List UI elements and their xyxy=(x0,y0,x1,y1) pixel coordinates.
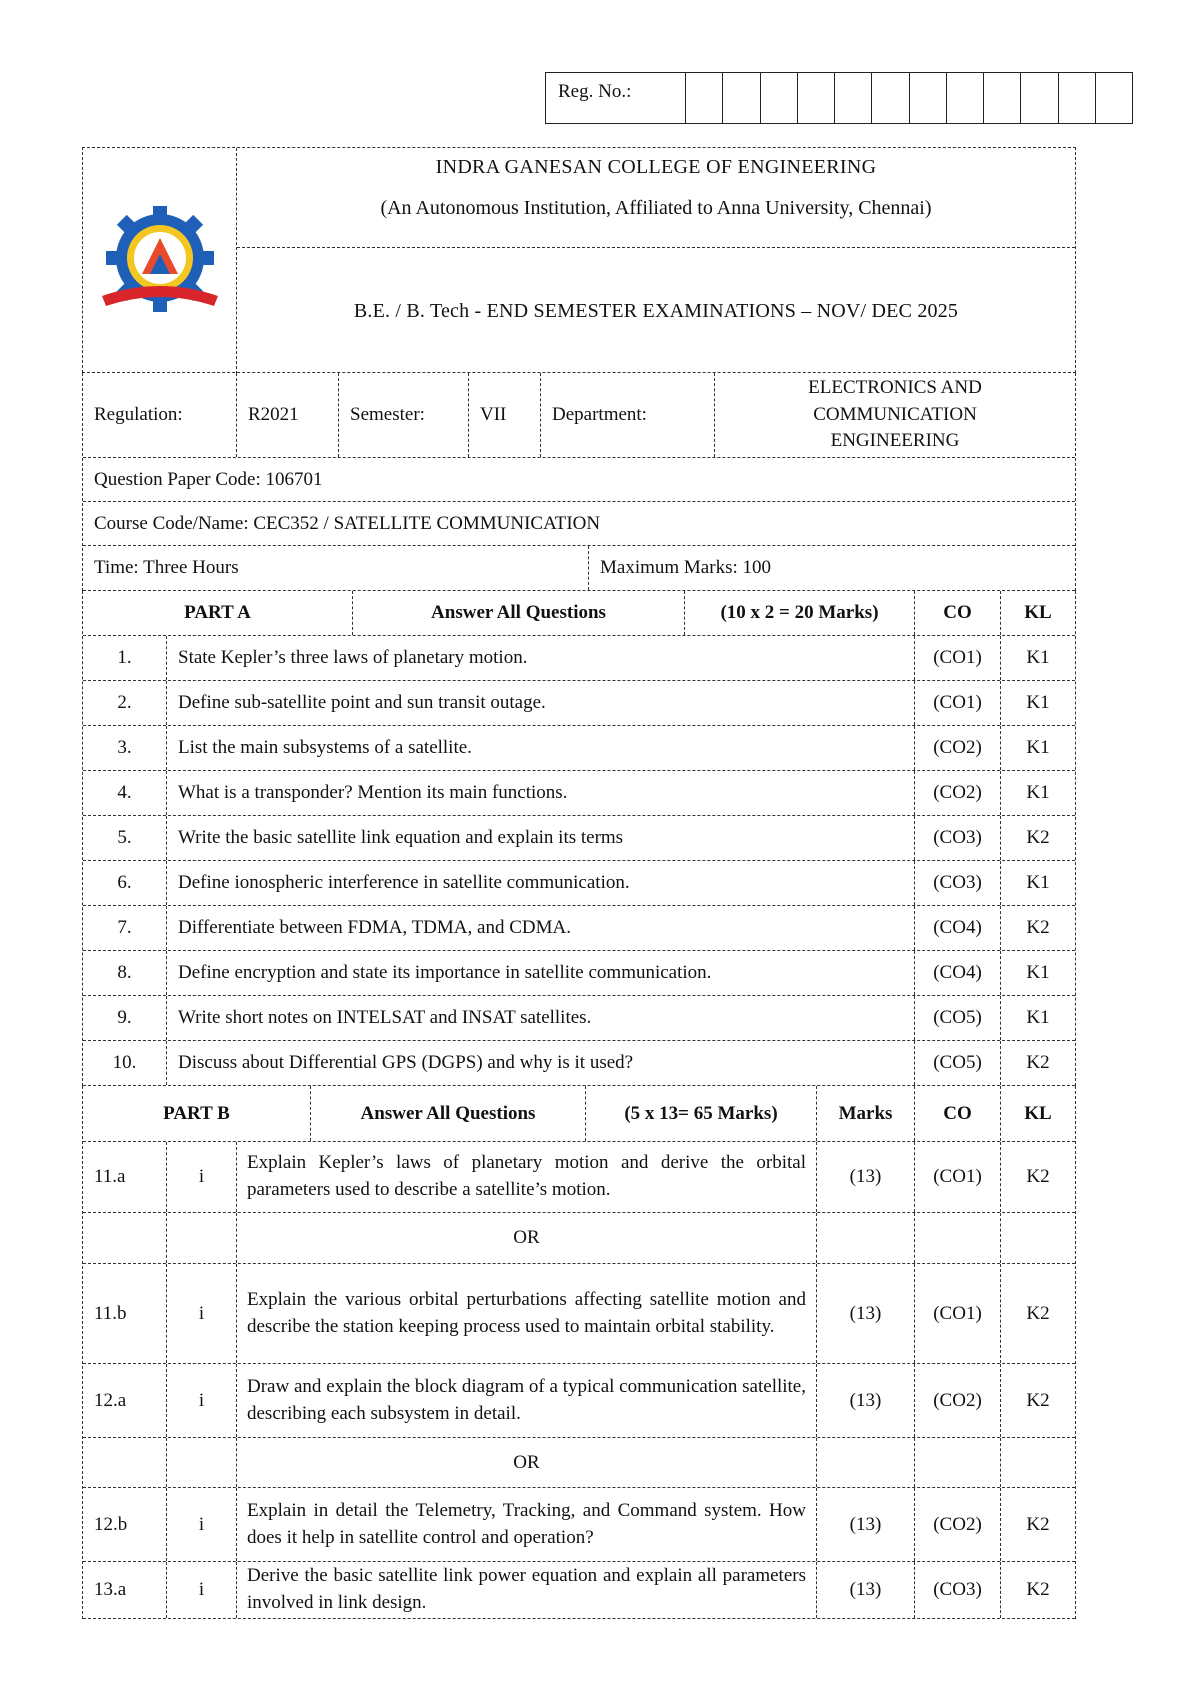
kl-header: KL xyxy=(1024,1102,1052,1124)
part-a-question-row xyxy=(83,996,1075,1041)
knowledge-level: K1 xyxy=(1026,782,1050,803)
question-text: Discuss about Differential GPS (DGPS) and why is it used? xyxy=(167,1041,915,1085)
reg-no-digit-box[interactable] xyxy=(947,73,984,123)
knowledge-level: K1 xyxy=(1026,692,1050,713)
part-b-marks: (5 x 13= 65 Marks) xyxy=(586,1086,817,1141)
question-text-cell xyxy=(237,1364,817,1437)
empty-cell xyxy=(167,1438,237,1487)
or-separator: OR xyxy=(237,1438,817,1487)
department-line: ELECTRONICS AND xyxy=(808,377,982,399)
or-separator: OR xyxy=(237,1213,817,1263)
course-outcome: (CO2) xyxy=(915,1488,1001,1561)
course-outcome: (CO2) xyxy=(915,1364,1001,1437)
question-text: Explain the various orbital perturbations affecting satellite motion and describe the station keeping process used to maintain orbital stability. xyxy=(247,1288,806,1337)
course-outcome: (CO3) xyxy=(915,861,1001,905)
question-number: 12.a xyxy=(83,1364,167,1437)
marks-header: Marks xyxy=(817,1086,915,1141)
question-text: Explain Kepler’s laws of planetary motion and derive the orbital parameters used to describe a satellite’s motion. xyxy=(247,1152,806,1200)
question-marks: (13) xyxy=(817,1142,915,1212)
question-paper-code: Question Paper Code: 106701 xyxy=(94,468,323,490)
part-b-question-row xyxy=(83,1364,1075,1438)
part-a-question-row xyxy=(83,816,1075,861)
semester-value: VII xyxy=(469,373,541,457)
reg-no-digit-box[interactable] xyxy=(1059,73,1096,123)
question-text: Derive the basic satellite link power equation and explain all parameters involved in link design. xyxy=(247,1565,806,1613)
question-number: 5. xyxy=(83,816,167,860)
reg-no-digit-box[interactable] xyxy=(872,73,909,123)
course-outcome: (CO4) xyxy=(915,951,1001,995)
or-row xyxy=(83,1438,1075,1488)
question-text: State Kepler’s three laws of planetary motion. xyxy=(167,636,915,680)
part-b-header xyxy=(83,1086,1075,1142)
part-b-question-row xyxy=(83,1562,1075,1619)
department-label: Department: xyxy=(541,373,715,457)
knowledge-level: K2 xyxy=(1026,827,1050,848)
exam-title: B.E. / B. Tech - END SEMESTER EXAMINATIONS – NOV/ DEC 2025 xyxy=(353,299,959,322)
sub-question: i xyxy=(167,1562,237,1618)
question-text: Define sub-satellite point and sun transit outage. xyxy=(167,681,915,725)
question-text-cell xyxy=(237,1264,817,1363)
sub-question: i xyxy=(167,1264,237,1363)
sub-question: i xyxy=(167,1364,237,1437)
college-logo xyxy=(83,148,237,374)
co-header: CO xyxy=(915,1086,1001,1141)
knowledge-level: K1 xyxy=(1026,872,1050,893)
part-b-question-row xyxy=(83,1264,1075,1364)
part-a-question-row xyxy=(83,726,1075,771)
question-text: Write short notes on INTELSAT and INSAT satellites. xyxy=(167,996,915,1040)
part-a-question-row xyxy=(83,771,1075,816)
empty-cell xyxy=(167,1213,237,1263)
question-number: 3. xyxy=(83,726,167,770)
empty-cell xyxy=(83,1213,167,1263)
course-code-name: Course Code/Name: CEC352 / SATELLITE COMMUNICATION xyxy=(94,512,601,534)
knowledge-level: K2 xyxy=(1026,1579,1050,1600)
question-number: 10. xyxy=(83,1041,167,1085)
course-row xyxy=(83,502,1075,546)
question-text: Define ionospheric interference in satellite communication. xyxy=(167,861,915,905)
regulation-value: R2021 xyxy=(237,373,339,457)
college-subtitle: (An Autonomous Institution, Affiliated to Anna University, Chennai) xyxy=(380,197,932,219)
qp-code-row xyxy=(83,458,1075,502)
course-outcome: (CO4) xyxy=(915,906,1001,950)
question-text: Explain in detail the Telemetry, Tracking, and Command system. How does it help in satellite control and operation? xyxy=(247,1499,806,1548)
question-text: What is a transponder? Mention its main functions. xyxy=(167,771,915,815)
knowledge-level: K2 xyxy=(1026,1389,1050,1411)
question-marks: (13) xyxy=(817,1364,915,1437)
empty-cell xyxy=(915,1213,1001,1263)
part-a-instruction: Answer All Questions xyxy=(353,591,685,635)
part-a-question-row xyxy=(83,1041,1075,1086)
or-row xyxy=(83,1213,1075,1264)
reg-no-digit-box[interactable] xyxy=(984,73,1021,123)
empty-cell xyxy=(1001,1438,1075,1487)
part-a-question-row xyxy=(83,951,1075,996)
question-text-cell xyxy=(237,1488,817,1561)
question-number: 2. xyxy=(83,681,167,725)
department-value xyxy=(715,373,1075,457)
part-a-question-row xyxy=(83,906,1075,951)
part-b-question-row xyxy=(83,1142,1075,1213)
course-outcome: (CO1) xyxy=(915,681,1001,725)
empty-cell xyxy=(817,1438,915,1487)
reg-no-digit-box[interactable] xyxy=(835,73,872,123)
empty-cell xyxy=(915,1438,1001,1487)
question-number: 13.a xyxy=(83,1562,167,1618)
knowledge-level: K1 xyxy=(1026,647,1050,668)
course-outcome: (CO1) xyxy=(915,636,1001,680)
regulation-label: Regulation: xyxy=(83,373,237,457)
part-b-question-row xyxy=(83,1488,1075,1562)
question-text: Write the basic satellite link equation and explain its terms xyxy=(167,816,915,860)
gear-logo-icon xyxy=(96,206,224,316)
empty-cell xyxy=(817,1213,915,1263)
reg-no-digit-box[interactable] xyxy=(686,73,723,123)
kl-header: KL xyxy=(1024,602,1052,623)
co-header: CO xyxy=(915,591,1001,635)
knowledge-level: K2 xyxy=(1026,1166,1050,1187)
question-text: Differentiate between FDMA, TDMA, and CDMA. xyxy=(167,906,915,950)
question-number: 1. xyxy=(83,636,167,680)
part-a-question-row xyxy=(83,636,1075,681)
sub-question: i xyxy=(167,1488,237,1561)
question-number: 11.a xyxy=(83,1142,167,1212)
reg-no-box xyxy=(545,72,1133,124)
knowledge-level: K2 xyxy=(1026,1513,1050,1535)
part-a-title: PART A xyxy=(83,591,353,635)
part-a-question-row xyxy=(83,861,1075,906)
department-line: ENGINEERING xyxy=(830,430,960,452)
reg-no-digit-box[interactable] xyxy=(1021,73,1058,123)
question-number: 6. xyxy=(83,861,167,905)
question-number: 9. xyxy=(83,996,167,1040)
question-text-cell xyxy=(237,1562,817,1618)
knowledge-level: K1 xyxy=(1026,962,1050,983)
time-duration: Time: Three Hours xyxy=(83,546,589,590)
course-outcome: (CO1) xyxy=(915,1142,1001,1212)
department-line: COMMUNICATION xyxy=(813,403,977,425)
part-a xyxy=(82,591,1076,1086)
knowledge-level: K2 xyxy=(1026,1052,1050,1073)
reg-no-digit-box[interactable] xyxy=(1096,73,1132,123)
semester-label: Semester: xyxy=(339,373,469,457)
question-marks: (13) xyxy=(817,1264,915,1363)
empty-cell xyxy=(83,1438,167,1487)
question-number: 12.b xyxy=(83,1488,167,1561)
exam-meta xyxy=(82,373,1076,591)
knowledge-level: K1 xyxy=(1026,737,1050,758)
course-outcome: (CO2) xyxy=(915,726,1001,770)
question-marks: (13) xyxy=(817,1562,915,1618)
knowledge-level: K2 xyxy=(1026,917,1050,938)
course-outcome: (CO2) xyxy=(915,771,1001,815)
course-outcome: (CO5) xyxy=(915,1041,1001,1085)
part-b xyxy=(82,1086,1076,1619)
part-b-instruction: Answer All Questions xyxy=(311,1086,586,1141)
course-outcome: (CO3) xyxy=(915,816,1001,860)
course-outcome: (CO1) xyxy=(915,1264,1001,1363)
part-a-header xyxy=(83,591,1075,636)
reg-no-digit-box[interactable] xyxy=(910,73,947,123)
reg-no-digit-box[interactable] xyxy=(761,73,798,123)
paper-header xyxy=(82,147,1076,373)
maximum-marks: Maximum Marks: 100 xyxy=(600,557,771,578)
question-text-cell xyxy=(237,1142,817,1212)
question-number: 4. xyxy=(83,771,167,815)
part-b-title: PART B xyxy=(83,1086,311,1141)
part-a-marks: (10 x 2 = 20 Marks) xyxy=(685,591,915,635)
question-marks: (13) xyxy=(817,1488,915,1561)
question-number: 7. xyxy=(83,906,167,950)
question-number: 8. xyxy=(83,951,167,995)
question-text: List the main subsystems of a satellite. xyxy=(167,726,915,770)
course-outcome: (CO5) xyxy=(915,996,1001,1040)
question-text: Define encryption and state its importance in satellite communication. xyxy=(167,951,915,995)
college-name: INDRA GANESAN COLLEGE OF ENGINEERING xyxy=(435,156,877,178)
reg-no-digit-box[interactable] xyxy=(798,73,835,123)
sub-question: i xyxy=(167,1142,237,1212)
question-number: 11.b xyxy=(83,1264,167,1363)
empty-cell xyxy=(1001,1213,1075,1263)
course-outcome: (CO3) xyxy=(915,1562,1001,1618)
reg-no-label: Reg. No.: xyxy=(546,73,686,123)
time-marks-row xyxy=(83,546,1075,591)
reg-no-digit-box[interactable] xyxy=(723,73,760,123)
knowledge-level: K1 xyxy=(1026,1007,1050,1028)
college-header xyxy=(237,148,1075,248)
knowledge-level: K2 xyxy=(1026,1302,1050,1324)
question-text: Draw and explain the block diagram of a typical communication satellite, describing each subsystem in detail. xyxy=(247,1375,806,1424)
regulation-row xyxy=(83,373,1075,458)
part-a-question-row xyxy=(83,681,1075,726)
